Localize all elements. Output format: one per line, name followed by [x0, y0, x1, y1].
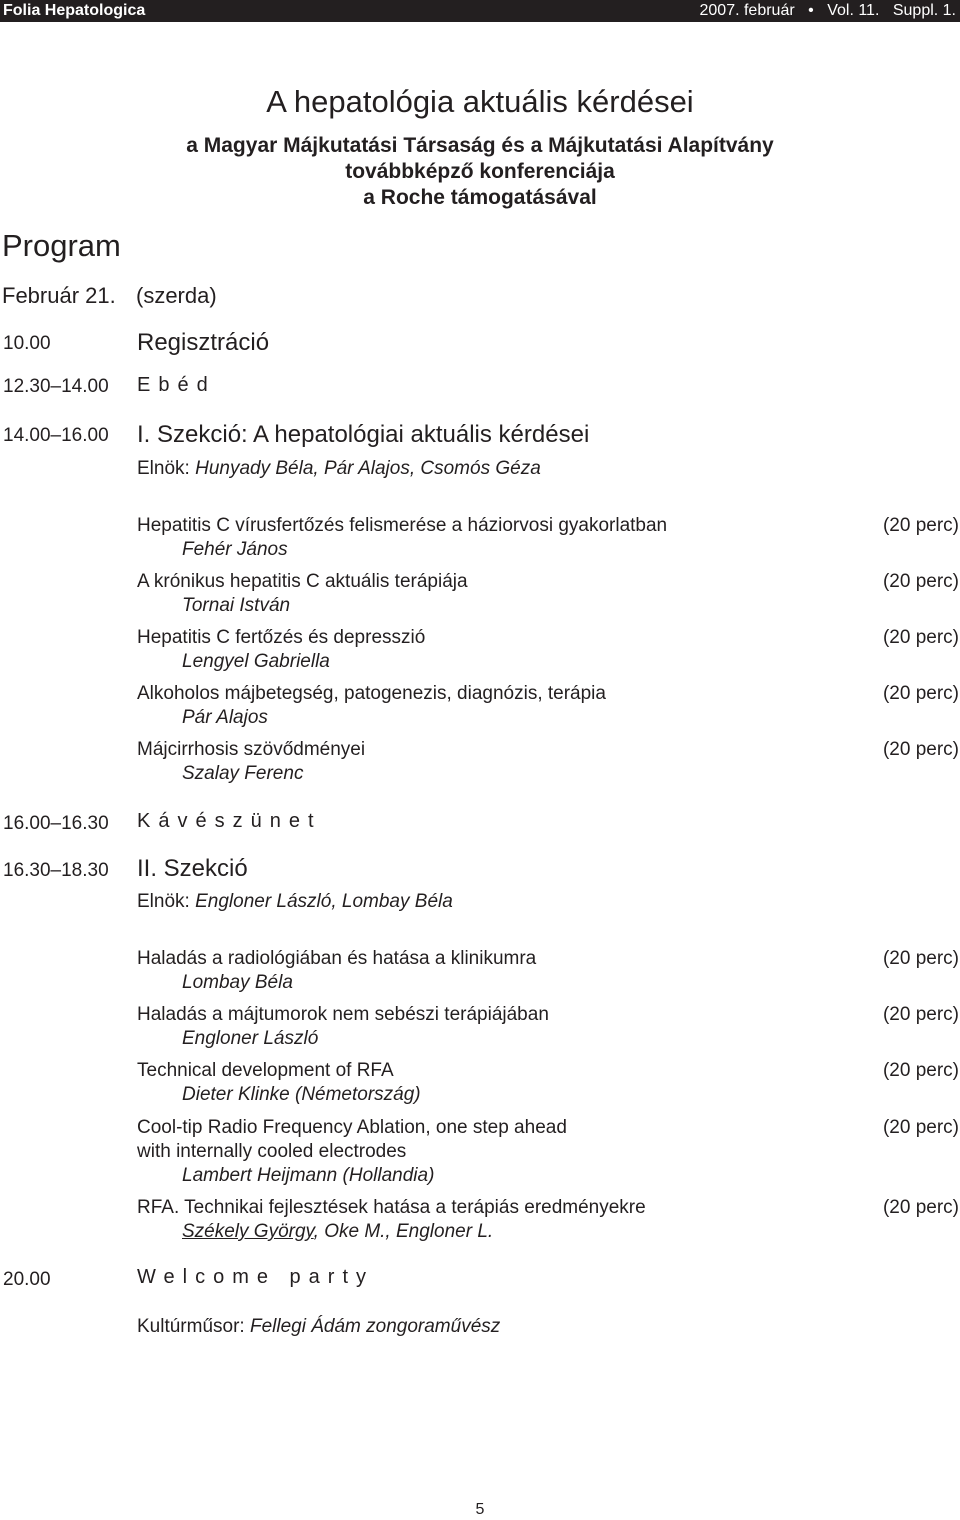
talk-title: Májcirrhosis szövődményei [137, 739, 366, 760]
talk-duration: (20 perc) [882, 1004, 959, 1025]
talk-item [137, 1003, 959, 1051]
talk-item [137, 1116, 959, 1188]
talk-title: Alkoholos májbetegség, patogenezis, diagnózis, terápia [137, 683, 606, 704]
session-2-chairs [137, 891, 453, 913]
talk-duration: (20 perc) [882, 571, 959, 592]
talk-speaker: Tornai István [182, 595, 291, 616]
subtitle-line-2: továbbképző konferenciája [345, 160, 615, 183]
talk-speaker [137, 1220, 959, 1244]
session-1-time: 14.00–16.00 [3, 425, 109, 446]
cultural-program [137, 1316, 500, 1338]
issue-date: 2007. február [699, 2, 795, 19]
talk-title: A krónikus hepatitis C aktuális terápiája [137, 571, 468, 592]
chair-label: Elnök: [137, 891, 190, 912]
talk-item [137, 1059, 959, 1107]
talk-speaker: Lambert Heijmann (Hollandia) [182, 1165, 435, 1186]
issue-volume: Vol. 11. [827, 2, 880, 19]
talk-item [137, 1196, 959, 1244]
session-1-title: I. Szekció: A hepatológiai aktuális kérdései [137, 421, 590, 448]
talk-speaker: Pár Alajos [182, 707, 268, 728]
presenting-author: Székely György [182, 1221, 314, 1242]
lunch-time: 12.30–14.00 [3, 376, 109, 397]
talk-item [137, 682, 959, 730]
issue-info [691, 0, 957, 22]
day-heading [2, 283, 217, 309]
talk-duration: (20 perc) [882, 948, 959, 969]
session-2-time: 16.30–18.30 [3, 860, 109, 881]
registration-time: 10.00 [3, 333, 51, 354]
lunch-label: Ebéd [137, 374, 216, 396]
talk-item [137, 738, 959, 786]
subtitle-line-3: a Roche támogatásával [363, 186, 597, 209]
talk-speaker: Fehér János [182, 539, 288, 560]
talk-duration: (20 perc) [882, 1060, 959, 1081]
talk-title: Hepatitis C fertőzés és depresszió [137, 627, 426, 648]
talk-duration: (20 perc) [882, 1117, 959, 1138]
chair-names: Engloner László, Lombay Béla [195, 891, 453, 912]
talk-speaker: Lombay Béla [182, 972, 293, 993]
talk-duration: (20 perc) [882, 739, 959, 760]
session-1-chairs [137, 458, 541, 480]
talk-item [137, 514, 959, 562]
coffee-time: 16.00–16.30 [3, 813, 109, 834]
conference-subtitle [0, 133, 960, 211]
talk-duration: (20 perc) [882, 683, 959, 704]
talk-duration: (20 perc) [882, 627, 959, 648]
talk-title: Haladás a májtumorok nem sebészi terápiájában [137, 1004, 549, 1025]
day-date: Február 21. [2, 283, 116, 308]
talk-duration: (20 perc) [882, 515, 959, 536]
coffee-label: Kávészünet [137, 810, 322, 832]
day-weekday: (szerda) [136, 283, 217, 308]
talk-item [137, 570, 959, 618]
journal-header-bar [0, 0, 960, 22]
talk-item [137, 947, 959, 995]
talk-title: Cool-tip Radio Frequency Ablation, one step ahead with internally cooled electrodes [137, 1117, 567, 1162]
culture-performer: Fellegi Ádám zongoraművész [249, 1316, 501, 1337]
welcome-time: 20.00 [3, 1269, 51, 1290]
conference-title: A hepatológia aktuális kérdései [266, 84, 694, 119]
talk-speaker: Szalay Ferenc [182, 763, 304, 784]
session-2-title: II. Szekció [137, 855, 248, 882]
talk-speaker: Lengyel Gabriella [182, 651, 330, 672]
co-authors: , Oke M., Engloner L. [313, 1221, 494, 1242]
journal-name: Folia Hepatologica [3, 2, 146, 19]
talk-title: Hepatitis C vírusfertőzés felismerése a háziorvosi gyakorlatban [137, 515, 668, 536]
talk-title: Haladás a radiológiában és hatása a klinikumra [137, 948, 537, 969]
talk-speaker: Dieter Klinke (Németország) [182, 1084, 421, 1105]
program-heading: Program [2, 228, 121, 263]
chair-names: Hunyady Béla, Pár Alajos, Csomós Géza [195, 458, 541, 479]
talk-item [137, 626, 959, 674]
talk-speaker: Engloner László [182, 1028, 319, 1049]
bullet-separator: • [808, 2, 814, 19]
talk-title: RFA. Technikai fejlesztések hatása a terápiás eredményekre [137, 1197, 646, 1218]
culture-label: Kultúrműsor: [137, 1316, 245, 1337]
page-number: 5 [475, 1501, 485, 1518]
welcome-label: Welcome party [137, 1266, 375, 1288]
registration-label: Regisztráció [137, 329, 270, 356]
subtitle-line-1: a Magyar Májkutatási Társaság és a Májkutatási Alapítvány [186, 134, 774, 157]
issue-supplement: Suppl. 1. [892, 2, 956, 19]
chair-label: Elnök: [137, 458, 190, 479]
talk-title: Technical development of RFA [137, 1060, 394, 1081]
talk-duration: (20 perc) [882, 1197, 959, 1218]
